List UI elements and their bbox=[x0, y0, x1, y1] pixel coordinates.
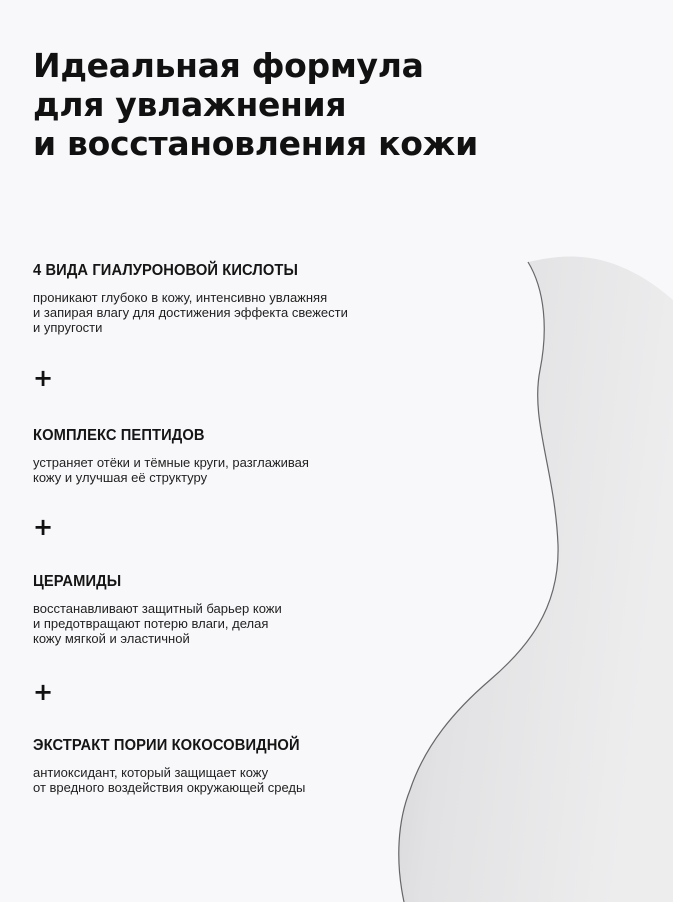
plus-separator: + bbox=[33, 513, 54, 541]
ingredient-hyaluronic-acid bbox=[33, 261, 453, 335]
section-heading: 4 ВИДА ГИАЛУРОНОВОЙ КИСЛОТЫ bbox=[33, 262, 298, 279]
plus-separator: + bbox=[33, 364, 54, 392]
title-line-1: Идеальная формула bbox=[33, 46, 424, 85]
description-line: и запирая влагу для достижения эффекта свежести bbox=[33, 305, 348, 320]
page-title bbox=[33, 46, 633, 163]
description-line: кожу и улучшая её структуру bbox=[33, 470, 208, 485]
title-line-2: для увлажнения bbox=[33, 85, 347, 124]
description-line: проникают глубоко в кожу, интенсивно увлажняя bbox=[33, 290, 328, 305]
title-line-3: и восстановления кожи bbox=[33, 124, 478, 163]
description-line: и предотвращают потерю влаги, делая bbox=[33, 616, 269, 631]
description-line: антиоксидант, который защищает кожу bbox=[33, 765, 269, 780]
description-line: и упругости bbox=[33, 320, 103, 335]
description-line: от вредного воздействия окружающей среды bbox=[33, 780, 306, 795]
section-heading: ЭКСТРАКТ ПОРИИ КОКОСОВИДНОЙ bbox=[33, 737, 300, 754]
section-description bbox=[33, 455, 453, 485]
section-description bbox=[33, 290, 453, 335]
plus-separator: + bbox=[33, 678, 54, 706]
section-description bbox=[33, 601, 453, 646]
description-line: восстанавливают защитный барьер кожи bbox=[33, 601, 282, 616]
description-line: кожу мягкой и эластичной bbox=[33, 631, 190, 646]
description-line: устраняет отёки и тёмные круги, разглаживая bbox=[33, 455, 309, 470]
ingredient-peptide-complex bbox=[33, 426, 453, 485]
section-heading: ЦЕРАМИДЫ bbox=[33, 573, 122, 590]
ingredient-coconut-poria-extract bbox=[33, 736, 453, 795]
ingredient-ceramides bbox=[33, 572, 453, 646]
section-description bbox=[33, 765, 453, 795]
section-heading: КОМПЛЕКС ПЕПТИДОВ bbox=[33, 427, 205, 444]
